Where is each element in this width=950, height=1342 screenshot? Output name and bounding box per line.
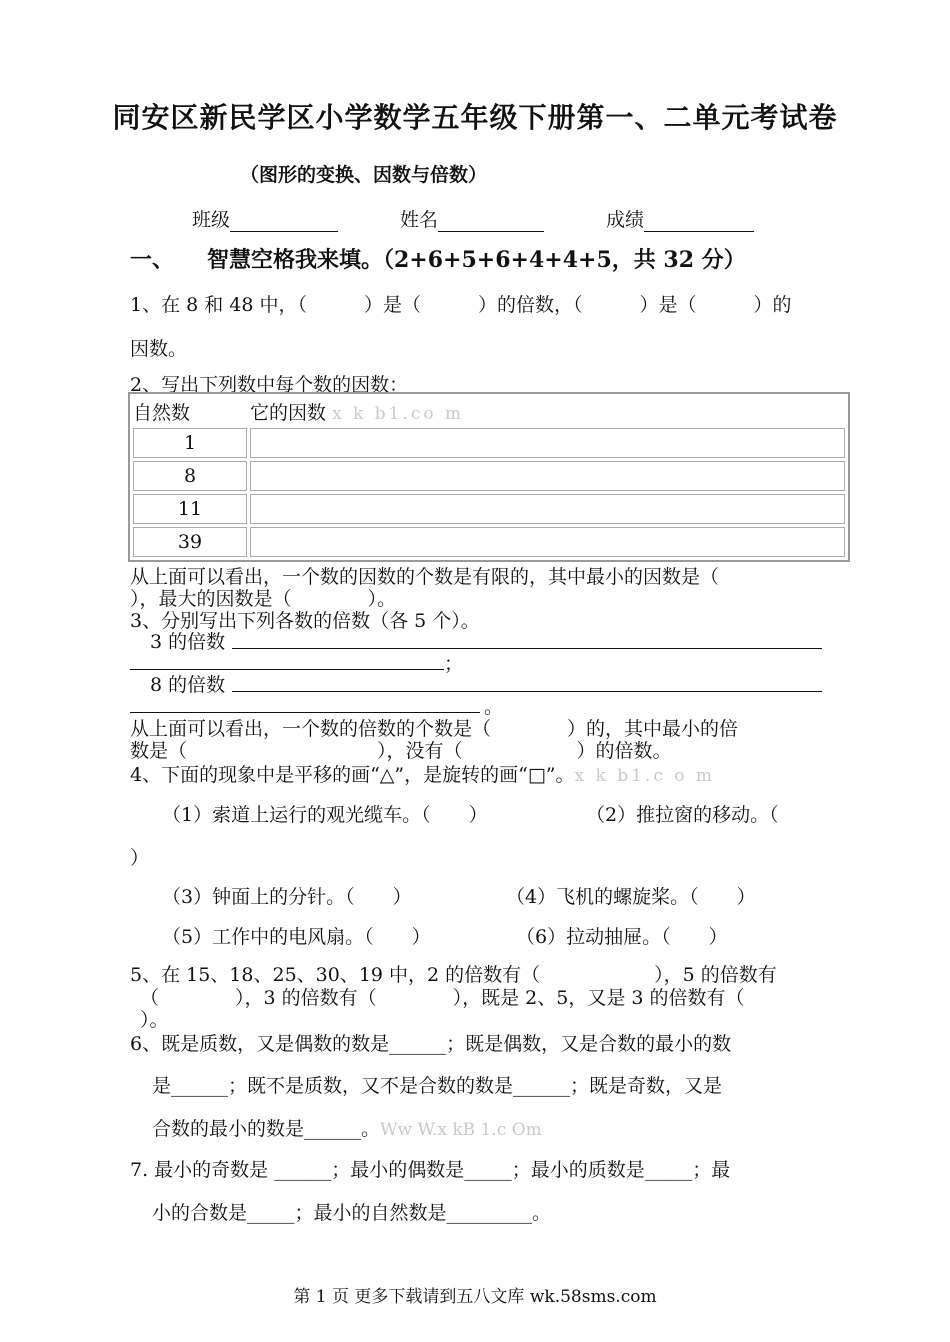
question-7-line-1: 7. 最小的奇数是 ______；最小的偶数是_____；最小的质数是_____；最 (130, 1159, 731, 1181)
question-5-line-3: ）。 (140, 1009, 169, 1031)
table-row (133, 494, 845, 524)
section-heading: 一、 智慧空格我来填。（2+6+5+6+4+4+5，共 32 分） (130, 247, 746, 273)
class-label: 班级 (192, 209, 231, 231)
name-label: 姓名 (400, 209, 439, 231)
table-row (133, 461, 845, 491)
multiples-of-8-label: 8 的倍数 (150, 674, 226, 696)
name-field (400, 205, 544, 232)
name-blank (438, 211, 544, 232)
q4-item-4: （4）飞机的螺旋桨。（ ） (506, 886, 756, 908)
question-5-line-1: 5、在 15、18、25、30、19 中，2 的倍数有（ ），5 的倍数有 (130, 964, 777, 986)
factors-answer-cell[interactable] (250, 494, 845, 524)
question-3-conclusion-2: 数是（ ），没有（ ）的倍数。 (130, 740, 672, 762)
score-blank (644, 211, 754, 232)
question-2-conclusion-2: ），最大的因数是（ ）。 (130, 588, 397, 610)
header-factors (250, 397, 845, 425)
exam-title: 同安区新民学区小学数学五年级下册第一、二单元考试卷 (112, 101, 838, 134)
table-header-row (133, 397, 845, 425)
multiples-of-8-blank-2 (130, 712, 480, 713)
q6-watermark: Ww W.x kB 1.c Om (380, 1120, 542, 1140)
q4-item-1: （1）索道上运行的观光缆车。（ ） (162, 804, 488, 826)
q4-item-2: （2）推拉窗的移动。（ (586, 804, 779, 826)
factors-answer-cell[interactable] (250, 428, 845, 458)
question-6-text: 合数的最小的数是______。 (152, 1118, 381, 1140)
number-cell: 39 (133, 527, 247, 557)
table-row (133, 428, 845, 458)
table-row (133, 527, 845, 557)
header-watermark: x k b1.co m (332, 403, 465, 424)
number-cell: 8 (133, 461, 247, 491)
question-6-line-3 (152, 1114, 542, 1141)
multiples-of-3-blank (232, 648, 822, 649)
q4-item-5: （5）工作中的电风扇。（ ） (162, 926, 431, 948)
question-1-line-2: 因数。 (130, 338, 188, 360)
question-3-prompt: 3、分别写出下列各数的倍数（各 5 个）。 (130, 610, 480, 632)
q4-watermark: x k b1.c o m (574, 766, 715, 786)
question-6-line-2: 是______；既不是质数，又不是合数的数是______；既是奇数，又是 (152, 1075, 723, 1097)
number-cell: 11 (133, 494, 247, 524)
score-field (606, 205, 754, 232)
q4-item-6: （6）拉动抽屉。（ ） (516, 926, 728, 948)
factors-table (128, 392, 850, 562)
question-3-conclusion-1: 从上面可以看出，一个数的倍数的个数是（ ）的，其中最小的倍 (130, 718, 739, 740)
header-natural-number: 自然数 (133, 401, 191, 424)
class-blank (230, 211, 338, 232)
page-footer: 第 1 页 更多下载请到五八文库 wk.58sms.com (293, 1287, 657, 1307)
question-4-prompt (130, 760, 715, 787)
factors-answer-cell[interactable] (250, 461, 845, 491)
multiples-of-3-label: 3 的倍数 (150, 631, 226, 653)
multiples-of-8-blank (232, 691, 822, 692)
factors-answer-cell[interactable] (250, 527, 845, 557)
question-4-text: 4、下面的现象中是平移的画“△”，是旋转的画“□”。 (130, 764, 575, 786)
header-factors-label: 它的因数 (250, 401, 327, 424)
question-1-line-1: 1、在 8 和 48 中，（ ）是（ ）的倍数，（ ）是（ ）的 (130, 294, 792, 316)
question-6-line-1: 6、既是质数，又是偶数的数是______；既是偶数，又是合数的最小的数 (130, 1033, 732, 1055)
question-2-prompt: 2、写出下列数中每个数的因数： (130, 374, 409, 396)
score-label: 成绩 (606, 209, 645, 231)
q4-item-2-close: ） (130, 847, 150, 869)
question-5-line-2: （ ），3 的倍数有（ ），既是 2、5，又是 3 的倍数有（ (140, 987, 745, 1009)
exam-subtitle: （图形的变换、因数与倍数） (240, 164, 488, 186)
question-2-conclusion-1: 从上面可以看出，一个数的因数的个数是有限的，其中最小的因数是（ (130, 566, 720, 588)
question-7-line-2: 小的合数是_____；最小的自然数是_________。 (152, 1202, 552, 1224)
period: 。 (484, 696, 504, 718)
semicolon: ； (444, 653, 464, 675)
class-field (192, 205, 338, 232)
q4-item-3: （3）钟面上的分针。（ ） (162, 886, 412, 908)
number-cell: 1 (133, 428, 247, 458)
